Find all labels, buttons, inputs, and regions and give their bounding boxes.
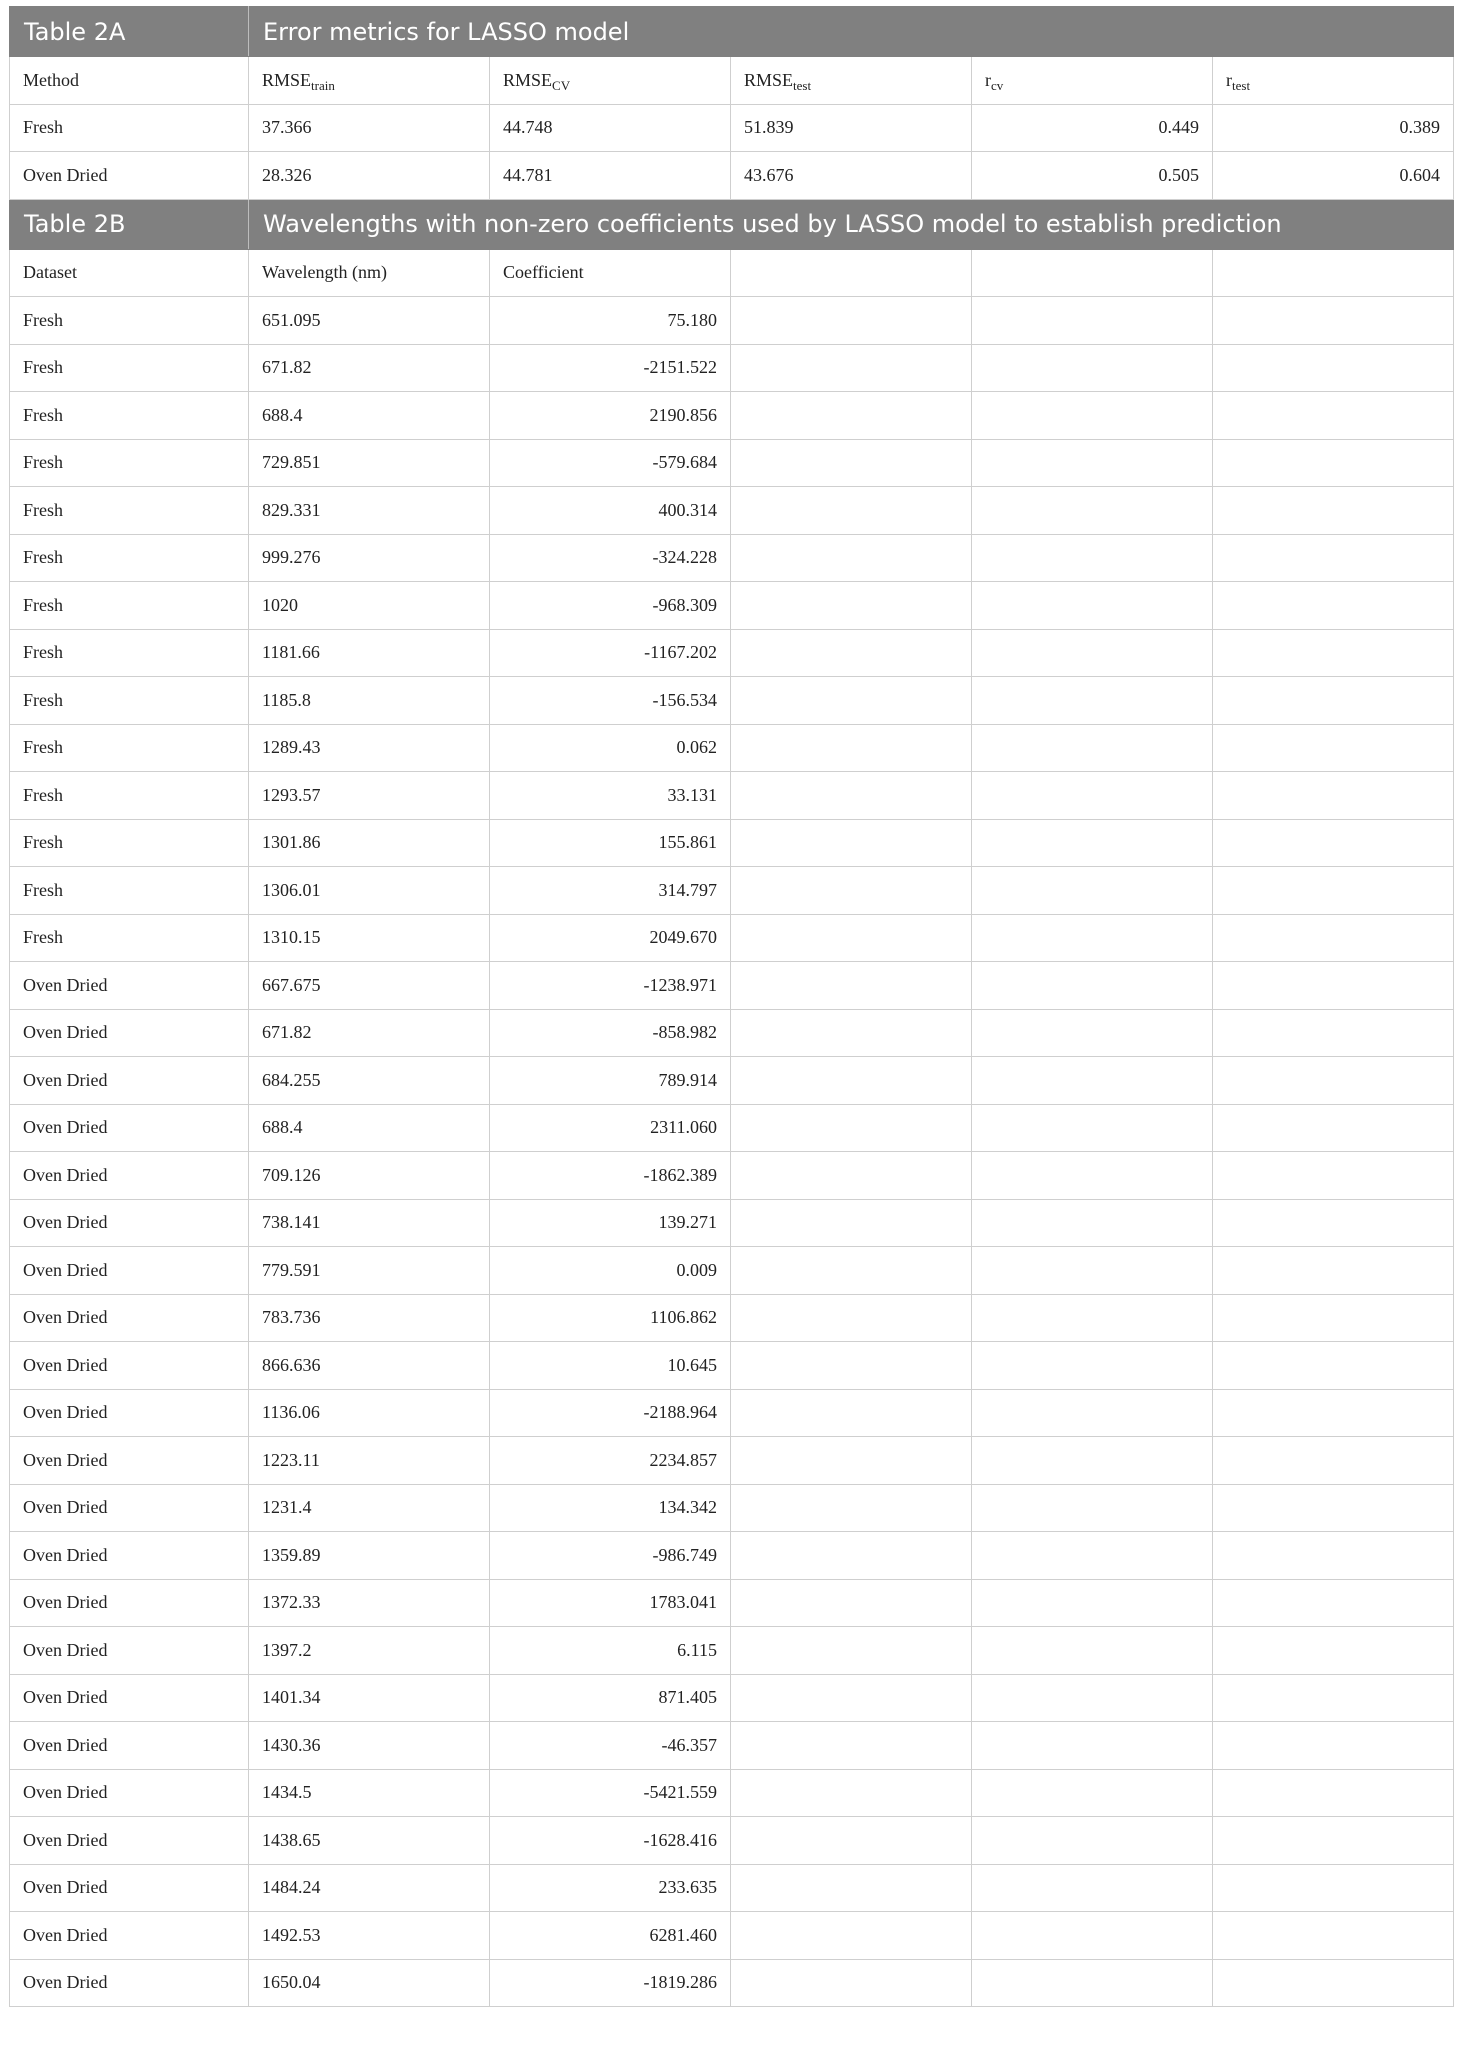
cell-wavelength: 671.82 — [249, 1009, 490, 1057]
cell-dataset: Fresh — [10, 439, 249, 487]
cell-r-test: 0.389 — [1213, 104, 1454, 152]
empty-cell — [1213, 439, 1454, 487]
table-2b-row — [10, 1864, 1454, 1912]
header-r-cv — [972, 57, 1213, 105]
empty-cell — [1213, 1437, 1454, 1485]
empty-cell — [731, 1627, 972, 1675]
cell-wavelength: 1434.5 — [249, 1769, 490, 1817]
cell-wavelength: 1430.36 — [249, 1722, 490, 1770]
header-rmse-train-sub: train — [311, 77, 335, 93]
empty-cell — [972, 1009, 1213, 1057]
cell-coefficient: -5421.559 — [490, 1769, 731, 1817]
table-2b-row — [10, 1579, 1454, 1627]
empty-cell — [731, 1389, 972, 1437]
cell-coefficient: 1783.041 — [490, 1579, 731, 1627]
empty-cell — [1213, 249, 1454, 297]
table-2b-row — [10, 629, 1454, 677]
cell-dataset: Fresh — [10, 392, 249, 440]
cell-wavelength: 1181.66 — [249, 629, 490, 677]
empty-cell — [972, 534, 1213, 582]
cell-dataset: Oven Dried — [10, 1484, 249, 1532]
empty-cell — [1213, 1484, 1454, 1532]
cell-wavelength: 866.636 — [249, 1342, 490, 1390]
empty-cell — [1213, 677, 1454, 725]
empty-cell — [731, 677, 972, 725]
cell-dataset: Oven Dried — [10, 1959, 249, 2007]
empty-cell — [1213, 1532, 1454, 1580]
cell-coefficient: -1238.971 — [490, 962, 731, 1010]
cell-wavelength: 1650.04 — [249, 1959, 490, 2007]
cell-coefficient: 2234.857 — [490, 1437, 731, 1485]
table-2b-row — [10, 392, 1454, 440]
table-2b-row — [10, 962, 1454, 1010]
cell-coefficient: -156.534 — [490, 677, 731, 725]
empty-cell — [972, 1627, 1213, 1675]
cell-wavelength: 1289.43 — [249, 724, 490, 772]
empty-cell — [972, 1152, 1213, 1200]
empty-cell — [1213, 867, 1454, 915]
empty-cell — [1213, 629, 1454, 677]
table-2b-row — [10, 1104, 1454, 1152]
cell-wavelength: 779.591 — [249, 1247, 490, 1295]
empty-cell — [731, 1484, 972, 1532]
header-coefficient: Coefficient — [490, 249, 731, 297]
empty-cell — [1213, 392, 1454, 440]
cell-dataset: Oven Dried — [10, 1912, 249, 1960]
cell-coefficient: 314.797 — [490, 867, 731, 915]
cell-wavelength: 1301.86 — [249, 819, 490, 867]
cell-coefficient: 400.314 — [490, 487, 731, 535]
empty-cell — [731, 392, 972, 440]
empty-cell — [972, 1437, 1213, 1485]
empty-cell — [731, 534, 972, 582]
cell-wavelength: 688.4 — [249, 392, 490, 440]
cell-dataset: Oven Dried — [10, 1864, 249, 1912]
cell-wavelength: 671.82 — [249, 344, 490, 392]
cell-coefficient: -968.309 — [490, 582, 731, 630]
cell-coefficient: -1862.389 — [490, 1152, 731, 1200]
cell-dataset: Oven Dried — [10, 1437, 249, 1485]
cell-wavelength: 829.331 — [249, 487, 490, 535]
empty-cell — [1213, 1294, 1454, 1342]
cell-coefficient: 2190.856 — [490, 392, 731, 440]
empty-cell — [1213, 1009, 1454, 1057]
empty-cell — [972, 487, 1213, 535]
empty-cell — [731, 439, 972, 487]
cell-wavelength: 738.141 — [249, 1199, 490, 1247]
table-2a-row — [10, 104, 1454, 152]
empty-cell — [731, 1104, 972, 1152]
empty-cell — [972, 582, 1213, 630]
cell-coefficient: -2188.964 — [490, 1389, 731, 1437]
header-r-test-sub: test — [1232, 77, 1251, 93]
cell-coefficient: 75.180 — [490, 297, 731, 345]
cell-coefficient: 1106.862 — [490, 1294, 731, 1342]
cell-coefficient: 6281.460 — [490, 1912, 731, 1960]
cell-coefficient: -986.749 — [490, 1532, 731, 1580]
table-2a-header-row — [10, 57, 1454, 105]
empty-cell — [731, 724, 972, 772]
cell-coefficient: 0.062 — [490, 724, 731, 772]
table-2b-row — [10, 1437, 1454, 1485]
cell-dataset: Fresh — [10, 344, 249, 392]
cell-dataset: Fresh — [10, 629, 249, 677]
header-rmse-train-base: RMSE — [262, 69, 312, 90]
cell-coefficient: -2151.522 — [490, 344, 731, 392]
cell-dataset: Fresh — [10, 487, 249, 535]
empty-cell — [731, 1437, 972, 1485]
cell-dataset: Oven Dried — [10, 1057, 249, 1105]
cell-coefficient: 139.271 — [490, 1199, 731, 1247]
table-2b-row — [10, 772, 1454, 820]
header-r-test-base: r — [1226, 69, 1232, 90]
empty-cell — [1213, 1722, 1454, 1770]
empty-cell — [1213, 1152, 1454, 1200]
table-2b-row — [10, 582, 1454, 630]
empty-cell — [1213, 1057, 1454, 1105]
cell-rmse-test: 43.676 — [731, 152, 972, 200]
table-2b-row — [10, 1247, 1454, 1295]
empty-cell — [731, 772, 972, 820]
cell-wavelength: 651.095 — [249, 297, 490, 345]
empty-cell — [1213, 487, 1454, 535]
cell-dataset: Oven Dried — [10, 1722, 249, 1770]
cell-wavelength: 1372.33 — [249, 1579, 490, 1627]
empty-cell — [972, 1912, 1213, 1960]
cell-dataset: Fresh — [10, 534, 249, 582]
cell-wavelength: 1359.89 — [249, 1532, 490, 1580]
cell-wavelength: 1136.06 — [249, 1389, 490, 1437]
tables-container — [9, 6, 1453, 2007]
empty-cell — [731, 249, 972, 297]
header-r-cv-base: r — [985, 69, 991, 90]
empty-cell — [1213, 582, 1454, 630]
empty-cell — [731, 1769, 972, 1817]
empty-cell — [972, 439, 1213, 487]
cell-dataset: Oven Dried — [10, 962, 249, 1010]
empty-cell — [731, 1009, 972, 1057]
table-2b-row — [10, 297, 1454, 345]
cell-dataset: Oven Dried — [10, 1817, 249, 1865]
cell-r-cv: 0.449 — [972, 104, 1213, 152]
cell-dataset: Oven Dried — [10, 1579, 249, 1627]
cell-wavelength: 688.4 — [249, 1104, 490, 1152]
cell-dataset: Oven Dried — [10, 1294, 249, 1342]
empty-cell — [972, 1817, 1213, 1865]
cell-wavelength: 1020 — [249, 582, 490, 630]
header-r-cv-sub: cv — [991, 77, 1004, 93]
cell-coefficient: -858.982 — [490, 1009, 731, 1057]
header-rmse-test — [731, 57, 972, 105]
cell-dataset: Fresh — [10, 677, 249, 725]
table-2b-row — [10, 1199, 1454, 1247]
cell-dataset: Oven Dried — [10, 1009, 249, 1057]
empty-cell — [1213, 1864, 1454, 1912]
cell-wavelength: 1231.4 — [249, 1484, 490, 1532]
header-method: Method — [10, 57, 249, 105]
cell-dataset: Fresh — [10, 867, 249, 915]
cell-dataset: Oven Dried — [10, 1674, 249, 1722]
empty-cell — [972, 249, 1213, 297]
table-2b-row — [10, 344, 1454, 392]
header-rmse-cv-base: RMSE — [503, 69, 553, 90]
table-2b-row — [10, 1057, 1454, 1105]
cell-dataset: Fresh — [10, 297, 249, 345]
empty-cell — [972, 724, 1213, 772]
empty-cell — [731, 1057, 972, 1105]
empty-cell — [972, 772, 1213, 820]
empty-cell — [1213, 819, 1454, 867]
cell-coefficient: 134.342 — [490, 1484, 731, 1532]
cell-wavelength: 1293.57 — [249, 772, 490, 820]
empty-cell — [972, 1579, 1213, 1627]
header-rmse-cv — [490, 57, 731, 105]
empty-cell — [972, 392, 1213, 440]
cell-rmse-cv: 44.748 — [490, 104, 731, 152]
cell-dataset: Oven Dried — [10, 1199, 249, 1247]
cell-coefficient: 2311.060 — [490, 1104, 731, 1152]
cell-coefficient: 789.914 — [490, 1057, 731, 1105]
empty-cell — [1213, 962, 1454, 1010]
empty-cell — [731, 962, 972, 1010]
cell-wavelength: 709.126 — [249, 1152, 490, 1200]
empty-cell — [1213, 724, 1454, 772]
cell-dataset: Oven Dried — [10, 1247, 249, 1295]
empty-cell — [972, 962, 1213, 1010]
table-2b-row — [10, 1152, 1454, 1200]
table-2b-row — [10, 1674, 1454, 1722]
empty-cell — [1213, 914, 1454, 962]
empty-cell — [972, 819, 1213, 867]
header-rmse-test-sub: test — [793, 77, 812, 93]
cell-coefficient: 6.115 — [490, 1627, 731, 1675]
cell-dataset: Oven Dried — [10, 1389, 249, 1437]
header-dataset: Dataset — [10, 249, 249, 297]
table-2b-row — [10, 819, 1454, 867]
empty-cell — [972, 1674, 1213, 1722]
empty-cell — [731, 1817, 972, 1865]
cell-method: Oven Dried — [10, 152, 249, 200]
cell-coefficient: 233.635 — [490, 1864, 731, 1912]
empty-cell — [1213, 1247, 1454, 1295]
cell-dataset: Oven Dried — [10, 1769, 249, 1817]
empty-cell — [731, 1722, 972, 1770]
table-2a-title: Error metrics for LASSO model — [249, 7, 1454, 57]
table-2b-row — [10, 487, 1454, 535]
empty-cell — [972, 1722, 1213, 1770]
table-2b-row — [10, 1342, 1454, 1390]
cell-wavelength: 729.851 — [249, 439, 490, 487]
cell-coefficient: 2049.670 — [490, 914, 731, 962]
cell-wavelength: 684.255 — [249, 1057, 490, 1105]
table-2b-row — [10, 1532, 1454, 1580]
cell-rmse-train: 28.326 — [249, 152, 490, 200]
cell-wavelength: 1484.24 — [249, 1864, 490, 1912]
lasso-table — [9, 6, 1454, 2007]
table-2b-row — [10, 1959, 1454, 2007]
empty-cell — [972, 914, 1213, 962]
empty-cell — [972, 629, 1213, 677]
cell-r-test: 0.604 — [1213, 152, 1454, 200]
cell-rmse-train: 37.366 — [249, 104, 490, 152]
cell-coefficient: 0.009 — [490, 1247, 731, 1295]
cell-coefficient: -46.357 — [490, 1722, 731, 1770]
cell-wavelength: 1223.11 — [249, 1437, 490, 1485]
header-rmse-test-base: RMSE — [744, 69, 794, 90]
empty-cell — [972, 1057, 1213, 1105]
empty-cell — [731, 1959, 972, 2007]
empty-cell — [731, 1342, 972, 1390]
empty-cell — [972, 1769, 1213, 1817]
table-2b-row — [10, 1769, 1454, 1817]
empty-cell — [1213, 772, 1454, 820]
empty-cell — [972, 1864, 1213, 1912]
cell-coefficient: 155.861 — [490, 819, 731, 867]
empty-cell — [972, 867, 1213, 915]
empty-cell — [1213, 1817, 1454, 1865]
empty-cell — [1213, 1199, 1454, 1247]
cell-dataset: Oven Dried — [10, 1627, 249, 1675]
cell-wavelength: 783.736 — [249, 1294, 490, 1342]
empty-cell — [731, 1674, 972, 1722]
empty-cell — [731, 629, 972, 677]
table-2a-row — [10, 152, 1454, 200]
table-2b-row — [10, 1912, 1454, 1960]
empty-cell — [1213, 1579, 1454, 1627]
table-2b-row — [10, 439, 1454, 487]
cell-coefficient: -1167.202 — [490, 629, 731, 677]
empty-cell — [1213, 1104, 1454, 1152]
empty-cell — [731, 819, 972, 867]
header-wavelength: Wavelength (nm) — [249, 249, 490, 297]
empty-cell — [731, 1152, 972, 1200]
empty-cell — [972, 1532, 1213, 1580]
cell-coefficient: -324.228 — [490, 534, 731, 582]
empty-cell — [731, 1294, 972, 1342]
table-2b-row — [10, 1484, 1454, 1532]
empty-cell — [972, 1199, 1213, 1247]
cell-dataset: Fresh — [10, 772, 249, 820]
empty-cell — [1213, 1769, 1454, 1817]
empty-cell — [731, 1247, 972, 1295]
table-2b-row — [10, 1009, 1454, 1057]
empty-cell — [972, 1247, 1213, 1295]
empty-cell — [731, 1532, 972, 1580]
cell-coefficient: -1819.286 — [490, 1959, 731, 2007]
table-2b-row — [10, 677, 1454, 725]
table-2b-title-row — [10, 199, 1454, 249]
cell-wavelength: 1306.01 — [249, 867, 490, 915]
cell-wavelength: 999.276 — [249, 534, 490, 582]
empty-cell — [972, 344, 1213, 392]
table-2b-row — [10, 867, 1454, 915]
empty-cell — [731, 867, 972, 915]
table-2b-row — [10, 1389, 1454, 1437]
empty-cell — [731, 344, 972, 392]
empty-cell — [972, 297, 1213, 345]
cell-coefficient: -1628.416 — [490, 1817, 731, 1865]
cell-coefficient: 33.131 — [490, 772, 731, 820]
table-2b-row — [10, 914, 1454, 962]
cell-coefficient: 10.645 — [490, 1342, 731, 1390]
empty-cell — [1213, 1912, 1454, 1960]
table-2b-row — [10, 1817, 1454, 1865]
table-2a-label: Table 2A — [10, 7, 249, 57]
table-2b-header-row — [10, 249, 1454, 297]
table-2b-row — [10, 1627, 1454, 1675]
empty-cell — [1213, 1959, 1454, 2007]
empty-cell — [731, 487, 972, 535]
cell-dataset: Fresh — [10, 914, 249, 962]
cell-dataset: Oven Dried — [10, 1152, 249, 1200]
empty-cell — [731, 1199, 972, 1247]
empty-cell — [731, 1864, 972, 1912]
cell-rmse-test: 51.839 — [731, 104, 972, 152]
table-2b-title: Wavelengths with non-zero coefficients used by LASSO model to establish prediction — [249, 199, 1454, 249]
empty-cell — [972, 1389, 1213, 1437]
empty-cell — [1213, 297, 1454, 345]
empty-cell — [1213, 534, 1454, 582]
cell-dataset: Fresh — [10, 724, 249, 772]
cell-wavelength: 1492.53 — [249, 1912, 490, 1960]
empty-cell — [1213, 1389, 1454, 1437]
empty-cell — [731, 914, 972, 962]
cell-wavelength: 1397.2 — [249, 1627, 490, 1675]
table-2a-title-row — [10, 7, 1454, 57]
empty-cell — [1213, 1627, 1454, 1675]
cell-method: Fresh — [10, 104, 249, 152]
cell-coefficient: 871.405 — [490, 1674, 731, 1722]
empty-cell — [731, 1912, 972, 1960]
cell-rmse-cv: 44.781 — [490, 152, 731, 200]
cell-dataset: Oven Dried — [10, 1532, 249, 1580]
empty-cell — [972, 1294, 1213, 1342]
empty-cell — [1213, 1342, 1454, 1390]
empty-cell — [731, 1579, 972, 1627]
cell-coefficient: -579.684 — [490, 439, 731, 487]
header-rmse-train — [249, 57, 490, 105]
table-2b-row — [10, 1294, 1454, 1342]
cell-dataset: Oven Dried — [10, 1104, 249, 1152]
cell-r-cv: 0.505 — [972, 152, 1213, 200]
empty-cell — [1213, 344, 1454, 392]
cell-wavelength: 1310.15 — [249, 914, 490, 962]
cell-dataset: Oven Dried — [10, 1342, 249, 1390]
cell-wavelength: 1185.8 — [249, 677, 490, 725]
table-2b-label: Table 2B — [10, 199, 249, 249]
cell-dataset: Fresh — [10, 819, 249, 867]
table-2b-row — [10, 534, 1454, 582]
empty-cell — [972, 1342, 1213, 1390]
cell-wavelength: 1401.34 — [249, 1674, 490, 1722]
cell-wavelength: 667.675 — [249, 962, 490, 1010]
header-r-test — [1213, 57, 1454, 105]
table-2b-row — [10, 724, 1454, 772]
empty-cell — [972, 1104, 1213, 1152]
cell-dataset: Fresh — [10, 582, 249, 630]
empty-cell — [972, 1484, 1213, 1532]
empty-cell — [731, 582, 972, 630]
empty-cell — [972, 1959, 1213, 2007]
table-2b-row — [10, 1722, 1454, 1770]
empty-cell — [972, 677, 1213, 725]
header-rmse-cv-sub: CV — [552, 77, 571, 93]
empty-cell — [1213, 1674, 1454, 1722]
empty-cell — [731, 297, 972, 345]
cell-wavelength: 1438.65 — [249, 1817, 490, 1865]
